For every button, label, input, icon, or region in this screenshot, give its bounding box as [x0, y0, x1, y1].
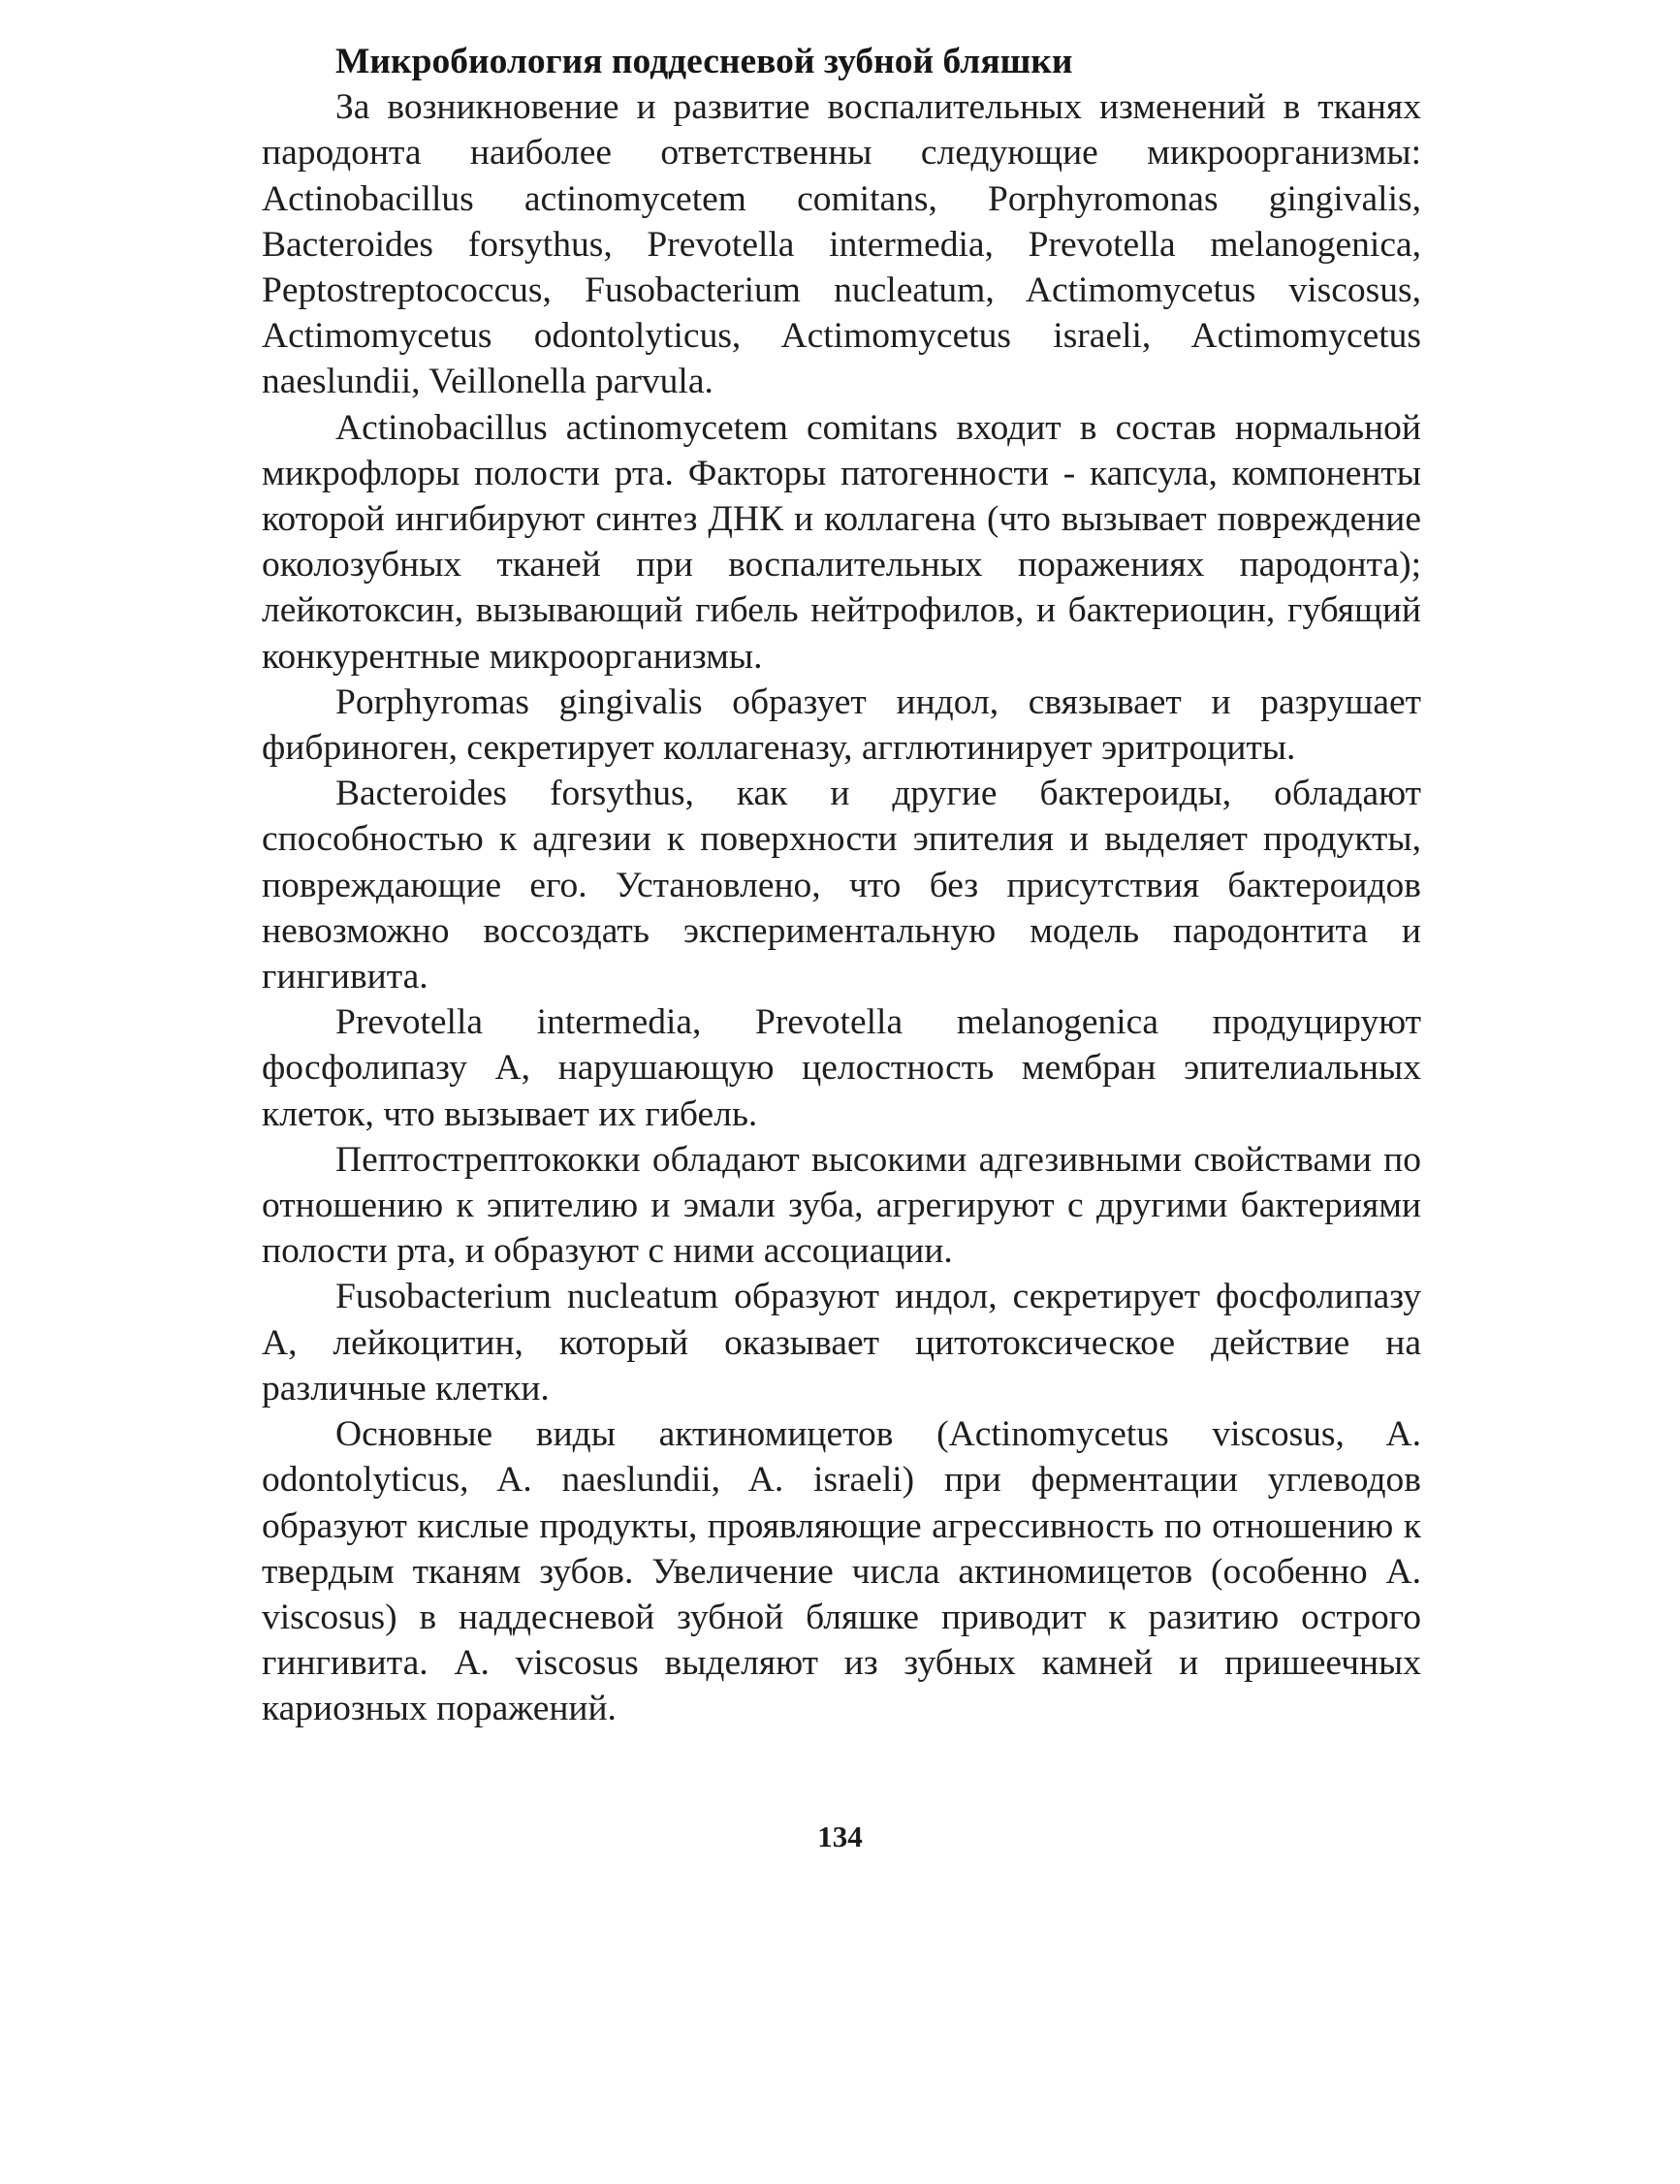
- paragraph-microorganisms-list: За возникновение и развитие воспалительных изменений в тканях пародонта наиболее ответственны следующие микроорганизмы: Actinobacillus actinomycetem comitans, Porphyromonas gingivalis, Bacteroides forsythus, Prevotella intermedia, Prevotella melanogenica, Peptostreptococcus, Fusobacterium nucleatum, Actimomycetus viscosus, Actimomycetus odontolyticus, Actimomycetus israeli, Actimomycetus naeslundii, Veillonella parvula.: [262, 87, 1421, 402]
- paragraph-actinobacillus: Actinobacillus actinomycetem comitans входит в состав нормальной микрофлоры полости рта. Факторы патогенности - капсула, компоненты которой ингибируют синтез ДНК и коллагена (что вызывает повреждение околозубных тканей при воспалительных поражениях пародонта); лейкотоксин, вызывающий гибель нейтрофилов, и бактериоцин, губящий конкурентные микроорганизмы.: [262, 407, 1421, 677]
- page-number: 134: [817, 1820, 863, 1853]
- paragraph-fusobacterium: Fusobacterium nucleatum образуют индол, секретирует фосфолипазу А, лейкоцитин, который оказывает цитотоксическое действие на различные клетки.: [262, 1277, 1421, 1409]
- paragraph-actinomycetes: Основные виды актиномицетов (Actinomycetus viscosus, A. odontolyticus, A. naeslundii, A. israeli) при ферментации углеводов образуют кислые продукты, проявляющие агрессивность по отношению к твердым тканям зубов. Увеличение числа актиномицетов (особенно A. viscosus) в наддесневой зубной бляшке приводит к разитию острого гингивита. A. viscosus выделяют из зубных камней и пришеечных кариозных поражений.: [262, 1414, 1421, 1729]
- paragraph-peptostreptococci: Пептострептококки обладают высокими адгезивными свойствами по отношению к эпителию и эмали зуба, агрегируют с другими бактериями полости рта, и образуют с ними ассоциации.: [262, 1139, 1421, 1272]
- paragraph-prevotella: Prevotella intermedia, Prevotella melanogenica продуцируют фосфолипазу А, нарушающую целостность мембран эпителиальных клеток, что вызывает их гибель.: [262, 1002, 1421, 1134]
- section-heading: Микробиология поддесневой зубной бляшки: [335, 42, 1073, 81]
- paragraph-porphyromonas: Porphyromas gingivalis образует индол, связывает и разрушает фибриноген, секретирует коллагеназу, агглютинирует эритроциты.: [262, 681, 1421, 769]
- paragraph-bacteroides: Bacteroides forsythus, как и другие бактероиды, обладают способностью к адгезии к поверхности эпителия и выделяет продукты, повреждающие его. Установлено, что без присутствия бактероидов невозможно воссоздать экспериментальную модель пародонтита и гингивита.: [262, 774, 1421, 997]
- page-body: [262, 39, 1421, 1732]
